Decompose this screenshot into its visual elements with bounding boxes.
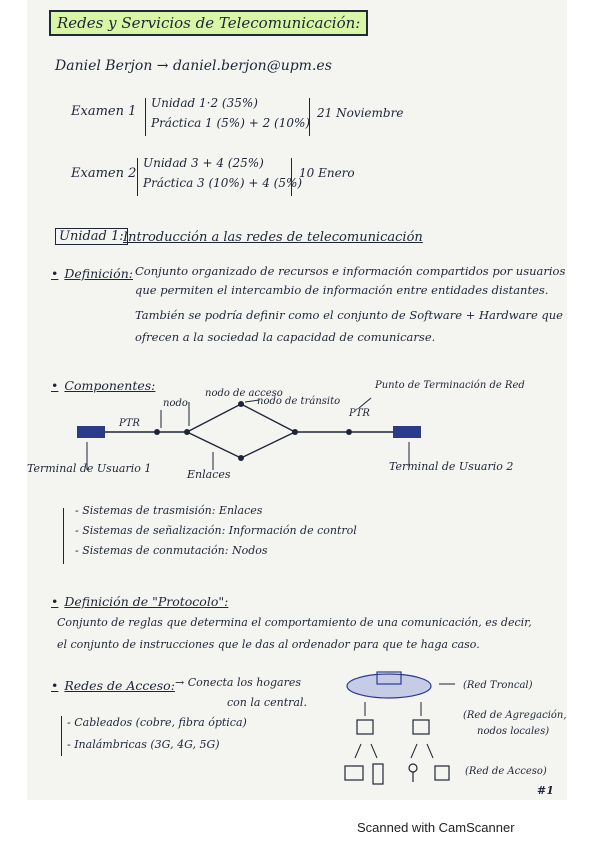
arrow-acc-2 (371, 744, 377, 758)
nodo-acceso-label: nodo de acceso (205, 388, 283, 399)
exam-2-brace-right (291, 158, 292, 196)
systems-brace (63, 508, 64, 564)
definition-line-4: ofrecen a la sociedad la capacidad de comunicarse. (135, 330, 436, 344)
terminal-2-icon (393, 426, 421, 438)
level-aggregation-2: nodos locales) (477, 726, 550, 737)
node-ptr-right (346, 429, 352, 435)
ptr-right-label: PTR (349, 408, 370, 419)
protocol-line-2: el conjunto de instrucciones que le das al ordenador para que te haga caso. (57, 638, 480, 651)
author-line: Daniel Berjon → daniel.berjon@upm.es (55, 58, 332, 74)
page-title: Redes y Servicios de Telecomunicación: (49, 10, 368, 36)
protocol-line-1: Conjunto de reglas que determina el comportamiento de una comunicación, es decir, (57, 616, 532, 629)
terminal-1-label: Terminal de Usuario 1 (27, 462, 152, 475)
enlaces-label: Enlaces (187, 468, 231, 481)
arrow-acc-4 (427, 744, 433, 758)
device-icon (435, 766, 449, 780)
exam-1-brace-right (309, 98, 310, 136)
exam-2-date: 10 Enero (299, 166, 355, 180)
arrow-acc-3 (411, 744, 417, 758)
punto-terminacion-label: Punto de Terminación de Red (375, 380, 525, 391)
exam-2-label: Examen 2 (71, 166, 137, 181)
protocol-label: • Definición de "Protocolo": (51, 594, 228, 609)
computer-icon (345, 766, 363, 780)
transit-node-top (238, 401, 244, 407)
access-node (184, 429, 190, 435)
arrow-acc-1 (355, 744, 361, 758)
exam-2-line-1: Unidad 3 + 4 (25%) (143, 156, 264, 170)
aggregation-node-2-icon (413, 720, 429, 734)
access-type-wired: - Cableados (cobre, fibra óptica) (67, 716, 247, 729)
node-right (292, 429, 298, 435)
person-icon (409, 764, 417, 772)
exam-1-brace (145, 98, 146, 136)
notebook-page (27, 0, 567, 800)
definition-line-2: que permiten el intercambio de información entre entidades distantes. (135, 283, 549, 297)
unit-box: Unidad 1: (55, 228, 128, 245)
exam-1-date: 21 Noviembre (317, 106, 404, 120)
level-access: (Red de Acceso) (465, 766, 547, 777)
definition-label: • Definición: (51, 266, 133, 281)
exam-1-label: Examen 1 (71, 104, 137, 119)
transit-node-bottom (238, 455, 244, 461)
arrow-punto (359, 398, 371, 408)
access-type-wireless: - Inalámbricas (3G, 4G, 5G) (67, 738, 220, 751)
access-desc-2: con la central. (227, 696, 307, 709)
level-core: (Red Troncal) (463, 680, 533, 691)
aggregation-node-1-icon (357, 720, 373, 734)
access-types-brace (61, 716, 62, 756)
exam-2-line-2: Práctica 3 (10%) + 4 (5%) (143, 176, 303, 190)
level-aggregation: (Red de Agregación, (463, 710, 567, 721)
phone-icon (373, 764, 383, 784)
terminal-2-label: Terminal de Usuario 2 (389, 460, 514, 473)
definition-line-1: Conjunto organizado de recursos e información compartidos por usuarios (135, 264, 566, 278)
terminal-1-icon (77, 426, 105, 438)
access-label: • Redes de Acceso: (51, 678, 175, 693)
scanner-watermark: Scanned with CamScanner (357, 820, 515, 835)
access-desc-1: → Conecta los hogares (175, 676, 301, 689)
unit-title: Introducción a las redes de telecomunicación (123, 230, 423, 245)
nodo-label: nodo (163, 398, 188, 409)
ptr-left-label: PTR (119, 418, 140, 429)
exam-2-brace (137, 158, 138, 196)
system-switching: - Sistemas de conmutación: Nodos (75, 544, 268, 557)
nodo-transito-label: nodo de tránsito (257, 396, 341, 407)
link-diamond (187, 404, 295, 458)
system-transmission: - Sistemas de trasmisión: Enlaces (75, 504, 263, 517)
page-number: #1 (537, 784, 554, 797)
definition-line-3: También se podría definir como el conjunto de Software + Hardware que (135, 308, 563, 322)
core-network-icon (347, 674, 431, 698)
system-signaling: - Sistemas de señalización: Información de control (75, 524, 357, 537)
exam-1-line-2: Práctica 1 (5%) + 2 (10%) (151, 116, 311, 130)
components-label: • Componentes: (51, 378, 155, 393)
ptr-left-node (154, 429, 160, 435)
exam-1-line-1: Unidad 1·2 (35%) (151, 96, 258, 110)
